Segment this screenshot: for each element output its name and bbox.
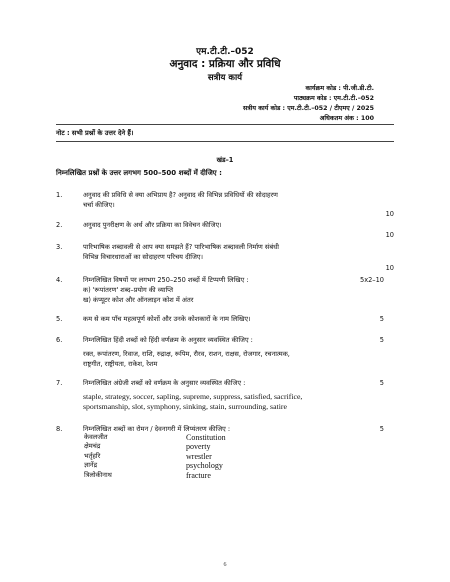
- course-code-heading: एम.टी.टी.–052: [196, 47, 254, 57]
- question-text-line: चर्चा कीजिए।: [83, 201, 115, 209]
- question-3-marks: 10: [385, 264, 394, 272]
- word-list-line: रक्त, रूपांतरण, रिवाज, राशि, रुद्राक्ष, रूपिम, रौरव, राशन, राक्षस, रोजगार, रचनात्मक,: [83, 350, 290, 358]
- question-text-line: पारिभाषिक शब्दावली से आप क्या समझते हैं? पारिभाषिक शब्दावली निर्माण संबंधी: [83, 243, 279, 251]
- course-title: अनुवाद : प्रक्रिया और प्रविधि: [169, 58, 281, 70]
- hindi-word: ज्ञानेंद्र: [84, 461, 98, 470]
- hindi-word: केवलजीत: [84, 433, 108, 441]
- english-word: Constitution: [186, 433, 226, 442]
- sub-question-b: ख) कंप्यूटर कोश और ऑनलाइन कोश में अंतर: [83, 296, 194, 304]
- question-5-marks: 5: [379, 315, 384, 323]
- question-number: 7.: [56, 379, 63, 387]
- question-number: 8.: [56, 425, 63, 433]
- hindi-word: क्षेमचंद्र: [84, 442, 101, 451]
- question-text-line: अनुवाद की प्रविधि से क्या अभिप्राय है? अनुवाद की विभिन्न प्रविधियों की सोदाहरण: [83, 191, 278, 199]
- question-text-line: अनुवाद पुनरीक्षण के अर्थ और प्रक्रिया का विवेचन कीजिए।: [83, 221, 222, 229]
- question-text-line: निम्नलिखित अंग्रेजी शब्दों को वर्णक्रम के अनुसार व्यवस्थित कीजिए :: [83, 379, 246, 387]
- divider-top: [56, 124, 394, 125]
- question-number: 3.: [56, 243, 63, 251]
- instruction-text: निम्नलिखित प्रश्नों के उत्तर लगभग 500–500 शब्दों में दीजिए :: [56, 169, 222, 177]
- question-number: 6.: [56, 336, 63, 344]
- question-text-line: कम से कम पाँच महत्वपूर्ण कोशों और उनके कोशकारों के नाम लिखिए।: [83, 315, 251, 323]
- question-number: 5.: [56, 315, 63, 323]
- english-word: wrestler: [186, 451, 212, 461]
- question-number: 1.: [56, 191, 63, 199]
- question-8: [56, 424, 384, 504]
- section-heading: खंड–1: [216, 156, 234, 164]
- max-marks: अधिकतम अंक : 100: [319, 115, 374, 122]
- note-text: नोट : सभी प्रश्नों के उत्तर देने हैं।: [56, 129, 134, 137]
- english-word-list-line: staple, strategy, soccer, sapling, supreme, suppress, satisfied, sacrifice,: [83, 392, 303, 401]
- english-word-list-line: sportsmanship, slot, symphony, sinking, stain, surrounding, satire: [83, 402, 287, 411]
- question-text-line: निम्नलिखित हिंदी शब्दों को हिंदी वर्णक्रम के अनुसार व्यवस्थित कीजिए :: [83, 336, 253, 344]
- question-8-marks: 5: [379, 425, 384, 433]
- question-1-marks: 10: [385, 210, 394, 218]
- english-word: poverty: [186, 442, 211, 452]
- english-word: fracture: [186, 470, 211, 480]
- question-number: 2.: [56, 221, 63, 229]
- english-word: psychology: [186, 461, 223, 471]
- hindi-word: भर्तृहरि: [84, 451, 101, 460]
- question-6-marks: 5: [379, 336, 384, 344]
- page-number: 6: [223, 562, 227, 568]
- programme-code: कार्यक्रम कोड : पी.जी.डी.टी.: [305, 85, 374, 92]
- question-2-marks: 10: [385, 231, 394, 239]
- divider-bottom: [56, 141, 394, 142]
- question-number: 4.: [56, 276, 63, 284]
- hindi-word: त्रिलोकीनाथ: [84, 470, 112, 479]
- word-list-line: राष्ट्रगीत, राष्ट्रीयता, राकेश, रेशम: [83, 360, 158, 368]
- question-text-line: विभिन्न विचारधाराओं का सोदाहरण परिचय दीजिए।: [83, 253, 204, 261]
- course-code: पाठ्यक्रम कोड : एम.टी.टी.–052: [293, 95, 374, 102]
- assignment-code: सत्रीय कार्य कोड : एम.टी.टी.–052 / टीएमए / 2025: [242, 105, 374, 112]
- question-text-line: निम्नलिखित शब्दों का रोमन / देवनागरी में लिप्यंतरण कीजिए :: [83, 425, 231, 433]
- assignment-heading: सत्रीय कार्य: [207, 73, 243, 83]
- question-text-line: निम्नलिखित विषयों पर लगभग 250–250 शब्दों में टिप्पणी लिखिए :: [83, 276, 249, 284]
- question-4-marks: 5x2–10: [360, 276, 384, 284]
- sub-question-a: क) 'रूपांतरण' शब्द–प्रयोग की व्याप्ति: [83, 286, 173, 294]
- question-7-marks: 5: [379, 379, 384, 387]
